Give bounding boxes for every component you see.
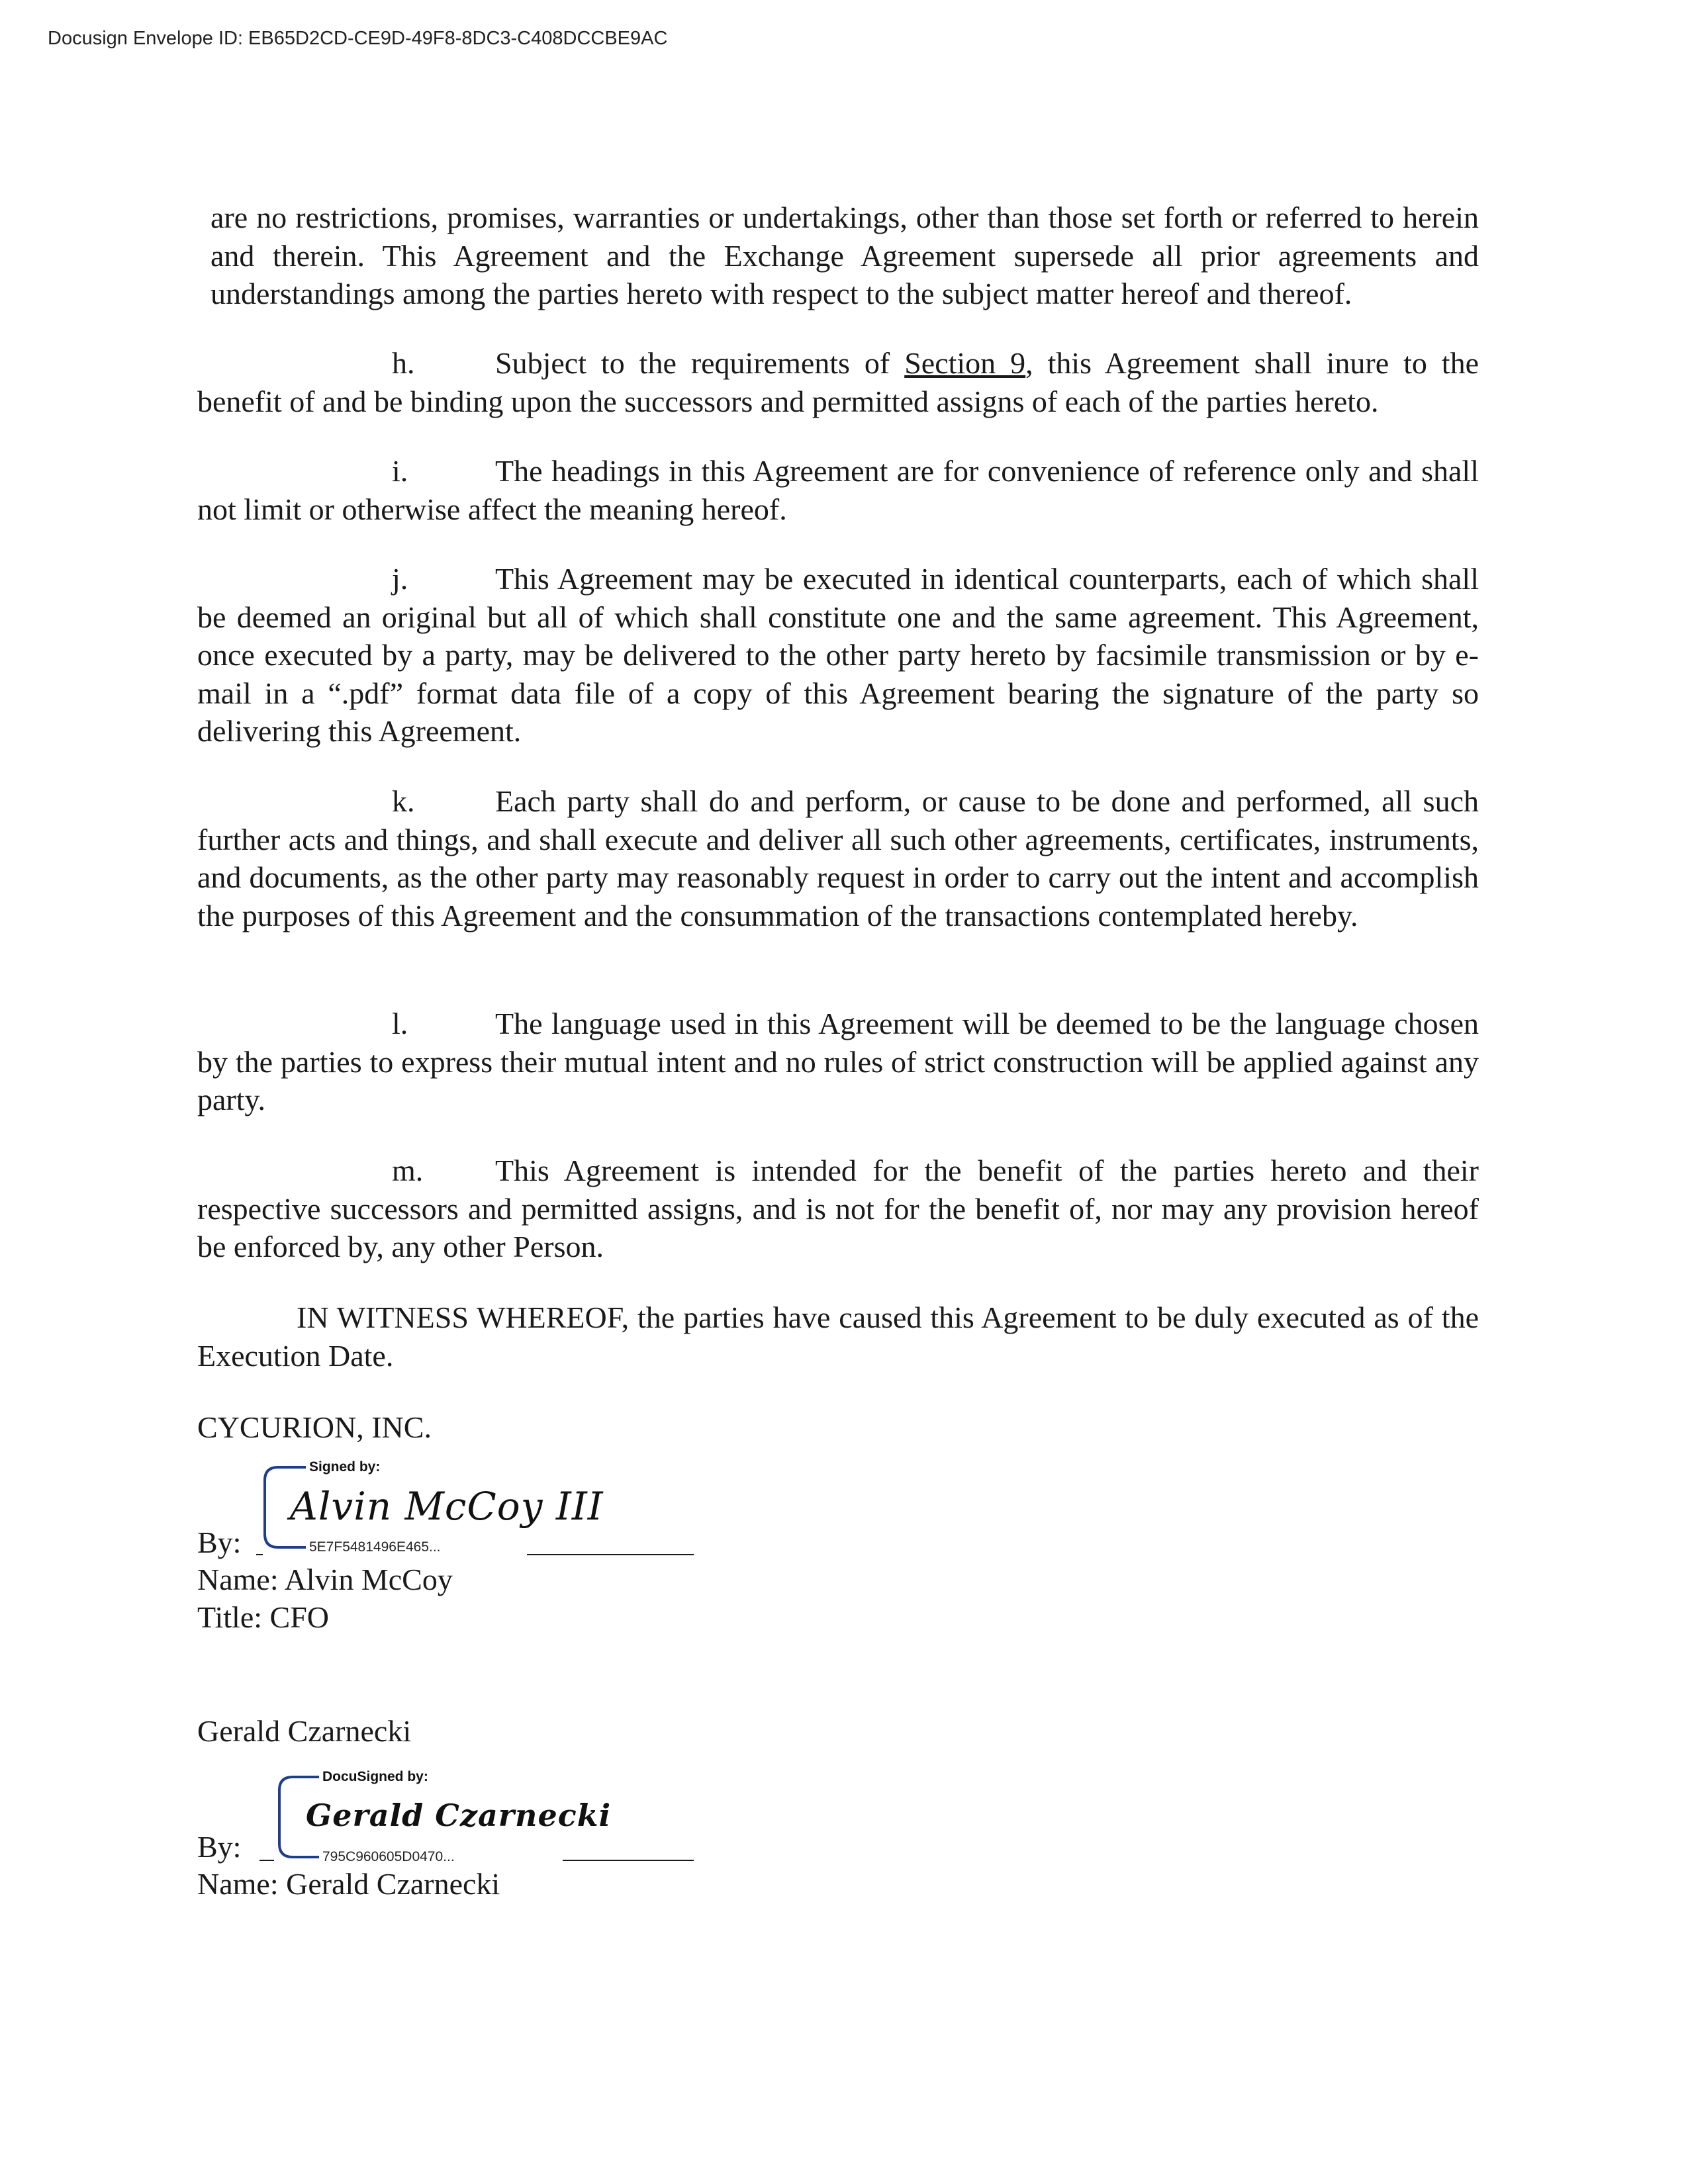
individual-signer-name: Name: Gerald Czarnecki (197, 1867, 500, 1901)
envelope-id-header: Docusign Envelope ID: EB65D2CD-CE9D-49F8-8DC3-C408DCCBE9AC (48, 28, 668, 49)
section-i-paragraph: The headings in this Agreement are for convenience of reference only and shall not limit or otherwise affect the meaning hereof. (197, 454, 1479, 526)
section-k-paragraph: Each party shall do and perform, or cause to be done and performed, all such further acts and things, and shall execute and deliver all such other agreements, certificates, instruments, and documents, as the other party may reasonably request in order to carry out the intent and accomplish the purposes of this Agreement and the consummation of the transactions contemplated hereby. (197, 784, 1479, 933)
section-h-text-before: Subject to the requirements of (495, 346, 905, 380)
section-l-paragraph: The language used in this Agreement will be deemed to be the language chosen by the parties to express their mutual intent and no rules of strict construction will be applied against any party. (197, 1007, 1479, 1116)
individual-docusigned-by-label: DocuSigned by: (322, 1769, 428, 1784)
section-j-paragraph: This Agreement may be executed in identical counterparts, each of which shall be deemed an original but all of which shall constitute one and the same agreement. This Agreement, once executed by a party, may be delivered to the other party hereto by facsimile transmission or by e-mail in a “.pdf” format data file of a copy of this Agreement bearing the signature of the party so delivering this Agreement. (197, 562, 1479, 748)
company-docusign-stamp (258, 1456, 604, 1555)
individual-signature-id: 795C960605D0470... (322, 1849, 455, 1864)
section-l-label: l. (392, 1007, 408, 1040)
company-by-label: By: (197, 1525, 242, 1559)
witness-clause: IN WITNESS WHEREOF, the parties have caused this Agreement to be duly executed as of the Execution Date. (197, 1300, 1479, 1373)
individual-signature-line-start (259, 1860, 274, 1861)
continuation-paragraph: are no restrictions, promises, warranties or undertakings, other than those set forth or referred to herein and therein. This Agreement and the Exchange Agreement supersede all prior agreements and understandings among the parties hereto with respect to the subject matter hereof and thereof. (211, 201, 1479, 310)
company-signature-line (527, 1554, 694, 1555)
section-j-label: j. (392, 562, 408, 596)
individual-name: Gerald Czarnecki (197, 1714, 412, 1748)
company-signature-line-start (256, 1554, 263, 1555)
company-signer-name: Name: Alvin McCoy (197, 1563, 453, 1596)
section-9-reference: Section 9 (904, 346, 1026, 380)
section-h-text-after: , this Agreement shall inure to the benefit of and be binding upon the successors and permitted assigns of each of the parties hereto. (197, 346, 1479, 418)
section-h-paragraph (197, 344, 1479, 420)
company-signature-id: 5E7F5481496E465... (309, 1539, 441, 1555)
individual-docusign-stamp (271, 1766, 612, 1865)
section-h-label: h. (392, 346, 415, 380)
section-k-label: k. (392, 784, 415, 818)
section-i-label: i. (392, 454, 408, 488)
company-signature: Alvin McCoy III (290, 1484, 604, 1529)
individual-signature: Gerald Czarnecki (306, 1797, 612, 1833)
individual-by-label: By: (197, 1830, 242, 1864)
company-signed-by-label: Signed by: (309, 1459, 381, 1475)
section-m-paragraph: This Agreement is intended for the benefit of the parties hereto and their respective successors and permitted assigns, and is not for the benefit of, nor may any provision hereof be enforced by, any other Person. (197, 1154, 1479, 1263)
company-signer-title: Title: CFO (197, 1600, 330, 1634)
individual-signature-line (563, 1860, 694, 1861)
company-name: CYCURION, INC. (197, 1410, 432, 1444)
section-m-label: m. (392, 1154, 424, 1187)
